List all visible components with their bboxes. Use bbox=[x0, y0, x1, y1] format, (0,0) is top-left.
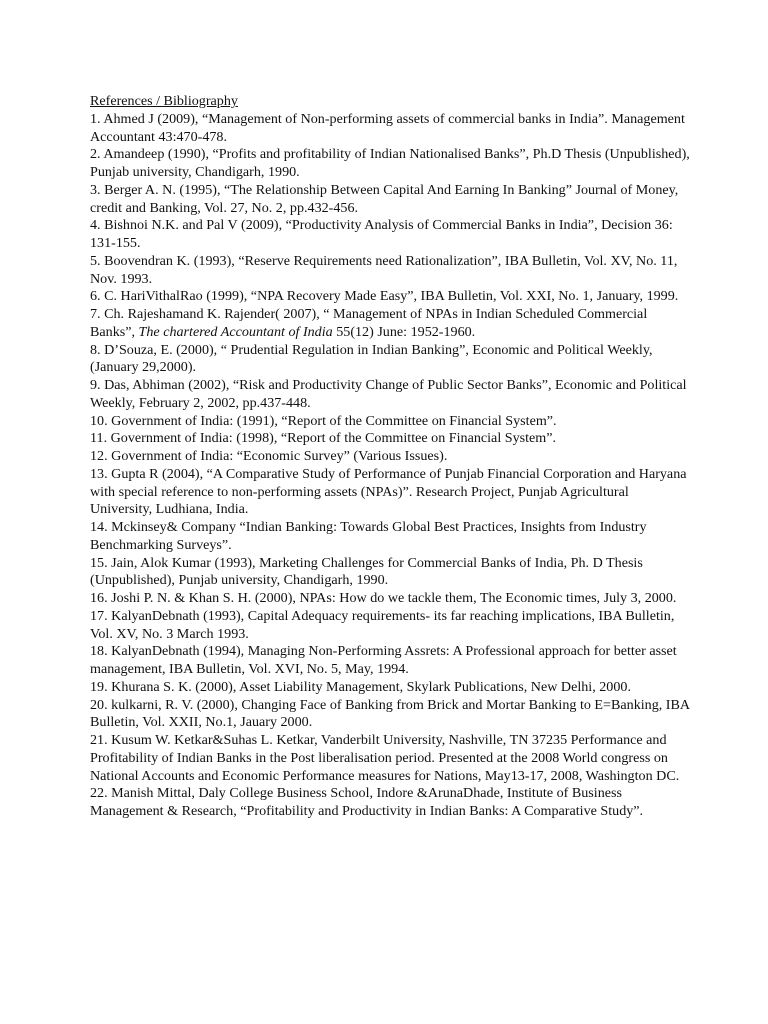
page-title: References / Bibliography bbox=[90, 93, 238, 109]
reference-item: 5. Boovendran K. (1993), “Reserve Requirements need Rationalization”, IBA Bulletin, Vol. XV, No. 11, Nov. 1993. bbox=[90, 252, 678, 287]
reference-item: 8. D’Souza, E. (2000), “ Prudential Regulation in Indian Banking”, Economic and Political Weekly, (January 29,2000). bbox=[90, 341, 653, 376]
reference-item: 22. Manish Mittal, Daly College Business School, Indore &ArunaDhade, Institute of Business Management & Research, “Profitability and Productivity in Indian Banks: A Comparative Study”. bbox=[90, 785, 644, 819]
reference-item: 18. KalyanDebnath (1994), Managing Non-Performing Assrets: A Professional approach for better asset management, IBA Bulletin, Vol. XVI, No. 5, May, 1994. bbox=[90, 643, 677, 677]
reference-item: 6. C. HariVithalRao (1999), “NPA Recovery Made Easy”, IBA Bulletin, Vol. XXI, No. 1, January, 1999. bbox=[90, 288, 679, 305]
reference-item: 2. Amandeep (1990), “Profits and profitability of Indian Nationalised Banks”, Ph.D Thesis (Unpublished), Punjab university, Chandigarh, 1990. bbox=[90, 146, 690, 180]
reference-item: 16. Joshi P. N. & Khan S. H. (2000), NPAs: How do we tackle them, The Economic times, July 3, 2000. bbox=[90, 590, 677, 606]
reference-item: 3. Berger A. N. (1995), “The Relationship Between Capital And Earning In Banking” Journal of Money, credit and Banking, Vol. 27, No. 2, pp.432-456. bbox=[90, 181, 679, 216]
reference-item: 21. Kusum W. Ketkar&Suhas L. Ketkar, Vanderbilt University, Nashville, TN 37235 Performance and Profitability of Indian Banks in the Post liberalisation period. Presented at the 2008 World congress on National Accounts and Economic Performance measures for Nations, May13-17, 2008, Washington DC. bbox=[90, 732, 680, 784]
reference-list bbox=[90, 111, 690, 821]
reference-item: 15. Jain, Alok Kumar (1993), Marketing Challenges for Commercial Banks of India, Ph. D Thesis (Unpublished), Punjab university, Chandigarh, 1990. bbox=[90, 554, 643, 589]
reference-item: 10. Government of India: (1991), “Report of the Committee on Financial System”. bbox=[90, 412, 557, 429]
reference-item: 20. kulkarni, R. V. (2000), Changing Face of Banking from Brick and Mortar Banking to E=Banking, IBA Bulletin, Vol. XXII, No.1, Jauary 2000. bbox=[90, 696, 690, 731]
reference-item: 9. Das, Abhiman (2002), “Risk and Productivity Change of Public Sector Banks”, Economic and Political Weekly, February 2, 2002, pp.437-448. bbox=[90, 377, 687, 411]
reference-item: 13. Gupta R (2004), “A Comparative Study of Performance of Punjab Financial Corporation and Haryana with special reference to non-performing assets (NPAs)”. Research Project, Punjab Agricultural University, Ludhiana, India. bbox=[90, 465, 687, 518]
reference-item: 1. Ahmed J (2009), “Management of Non-performing assets of commercial banks in India”. Management Accountant 43:470-478. bbox=[90, 110, 685, 145]
reference-text: 55(12) June: 1952-1960. bbox=[332, 323, 476, 340]
document-page bbox=[90, 93, 690, 821]
reference-item: 12. Government of India: “Economic Survey” (Various Issues). bbox=[90, 448, 448, 464]
reference-item: 19. Khurana S. K. (2000), Asset Liability Management, Skylark Publications, New Delhi, 2000. bbox=[90, 678, 631, 695]
reference-item bbox=[90, 306, 690, 342]
reference-item: 4. Bishnoi N.K. and Pal V (2009), “Productivity Analysis of Commercial Banks in India”, Decision 36: 131-155. bbox=[90, 217, 673, 251]
reference-text: 7. Ch. Rajeshamand K. Rajender( 2007), “ Management of NPAs in Indian Scheduled Commercial Banks”, bbox=[90, 306, 648, 340]
reference-item: 17. KalyanDebnath (1993), Capital Adequacy requirements- its far reaching implications, IBA Bulletin, Vol. XV, No. 3 March 1993. bbox=[90, 607, 675, 642]
journal-title-italic: The chartered Accountant of India bbox=[138, 323, 333, 340]
reference-item: 14. Mckinsey& Company “Indian Banking: Towards Global Best Practices, Insights from Industry Benchmarking Surveys”. bbox=[90, 519, 647, 553]
reference-item: 11. Government of India: (1998), “Report of the Committee on Financial System”. bbox=[90, 430, 557, 447]
